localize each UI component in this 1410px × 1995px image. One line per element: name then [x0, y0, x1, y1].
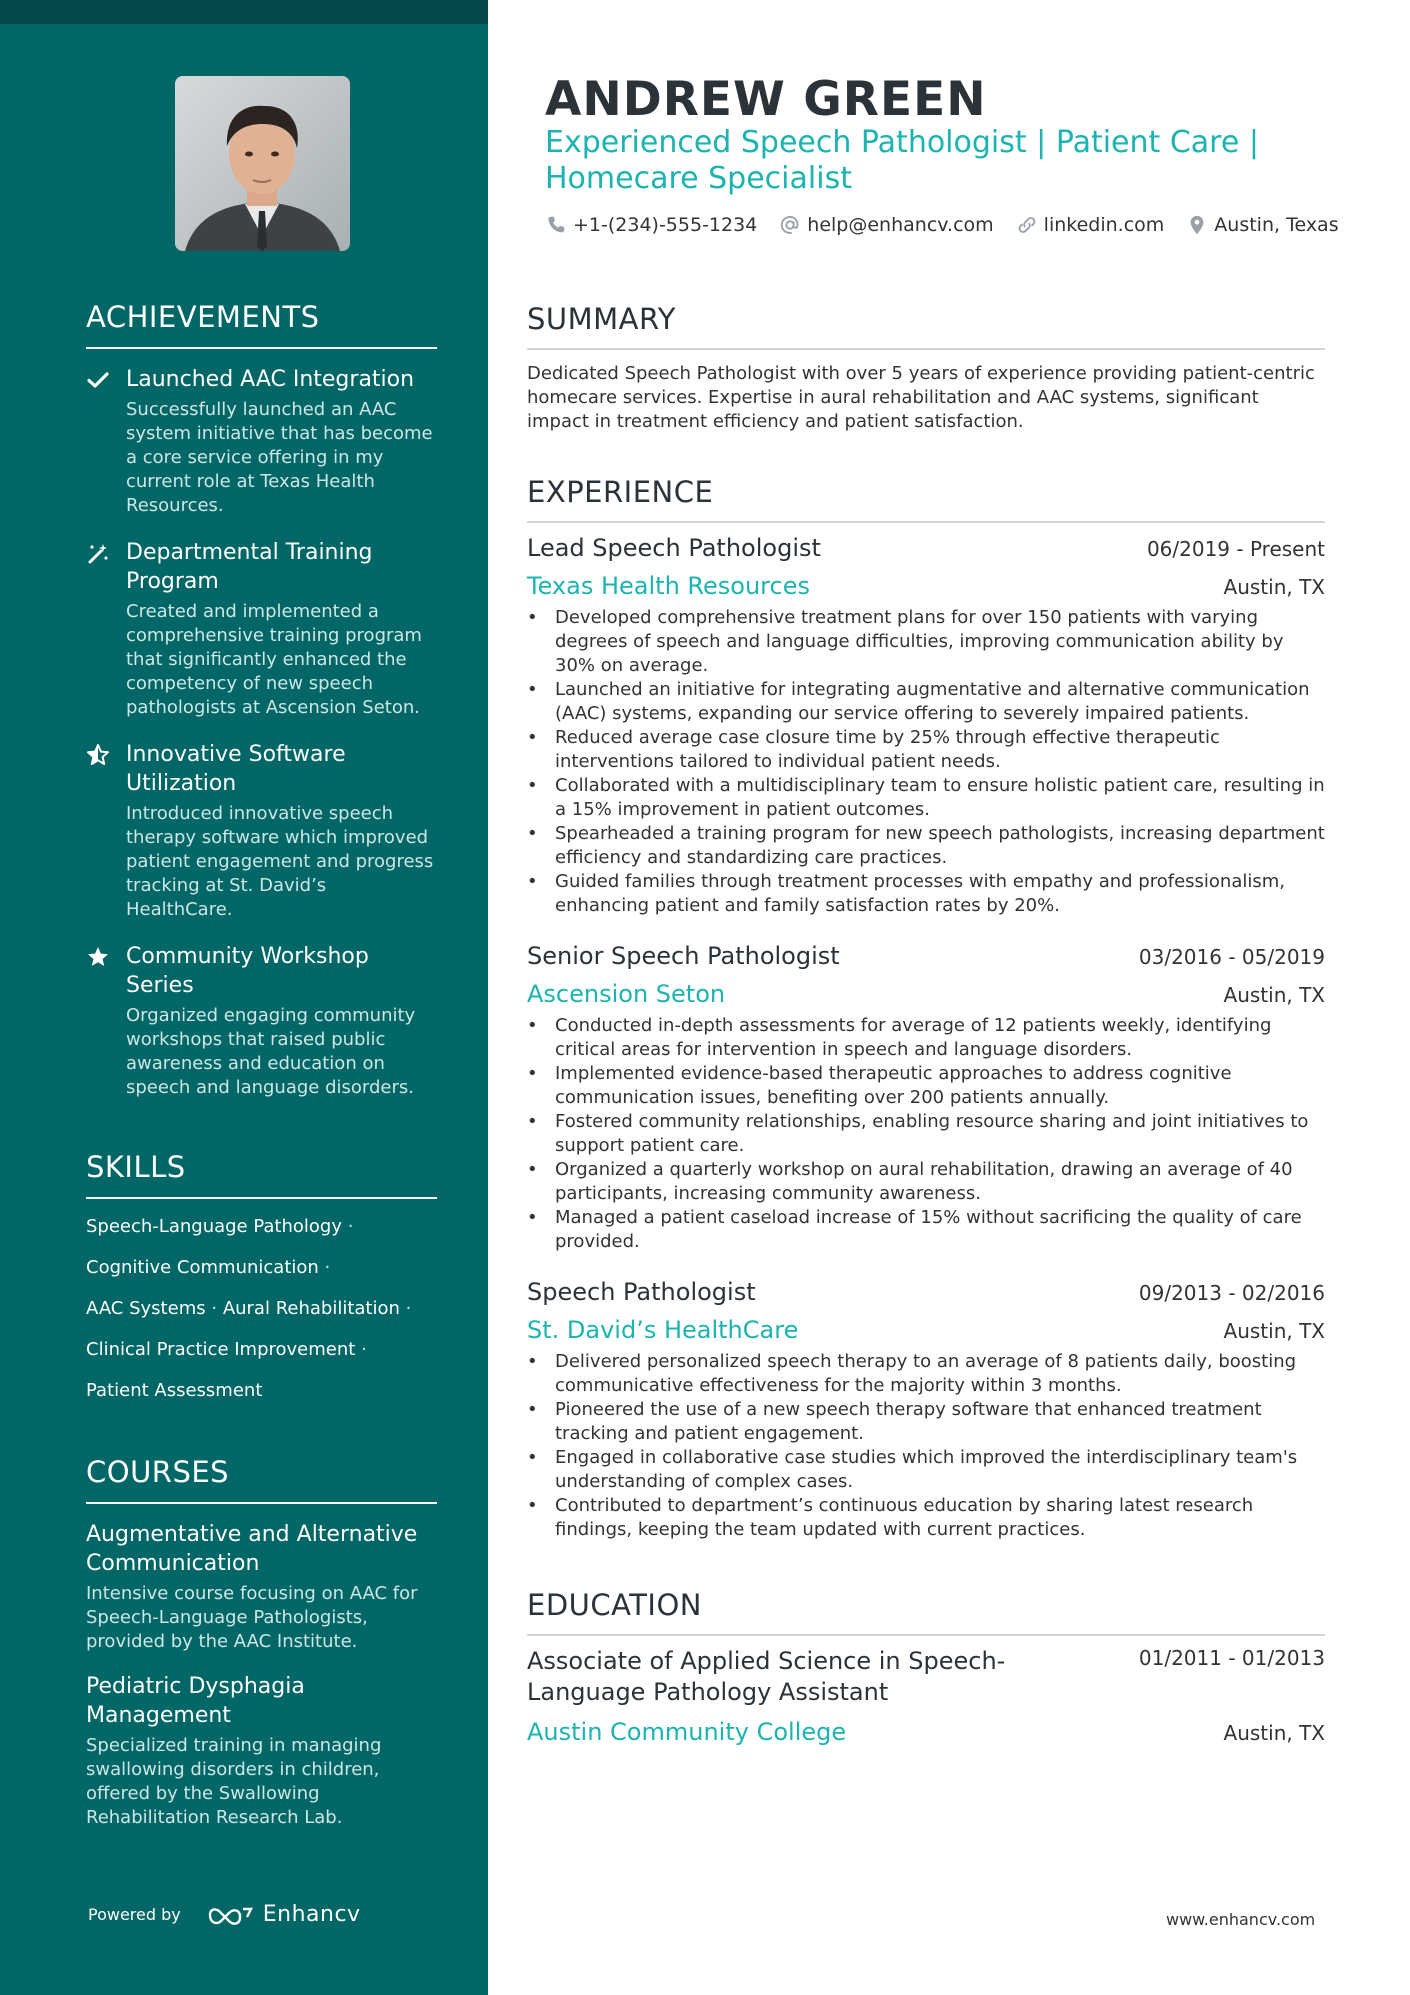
half-star-icon — [86, 743, 110, 767]
job-bullet: • Guided families through treatment processes with empathy and professionalism, enhancing patient and family satisfaction rates by 20%. — [527, 870, 1325, 918]
achievement-title: Innovative Software Utilization — [126, 742, 346, 796]
job-bullets — [527, 1014, 1325, 1254]
enhancv-logo-icon — [207, 1903, 253, 1927]
checkmark-icon — [86, 368, 110, 392]
skills-section — [86, 1150, 437, 1420]
course-desc: Specialized training in managing swallowing disorders in children, offered by the Swallowing Rehabilitation Research Lab. — [86, 1735, 382, 1828]
contact-location — [1186, 214, 1338, 236]
skill-separator: · — [211, 1298, 218, 1319]
job-bullet: • Implemented evidence-based therapeutic approaches to address cognitive communication issues, benefiting over 200 patients annually. — [527, 1062, 1325, 1110]
skill-item: Patient Assessment — [86, 1380, 263, 1401]
achievement-item — [86, 365, 437, 518]
powered-by-label: Powered by — [88, 1905, 181, 1924]
skill-line — [86, 1338, 437, 1362]
contact-linkedin[interactable] — [1016, 214, 1165, 236]
job-dates: 09/2013 - 02/2016 — [1138, 1281, 1325, 1305]
contact-text: linkedin.com — [1043, 214, 1165, 236]
job-bullets — [527, 1350, 1325, 1542]
skill-line — [86, 1297, 437, 1321]
job-company: St. David’s HealthCare — [527, 1316, 799, 1344]
achievement-title: Departmental Training Program — [126, 540, 373, 594]
job-bullet: • Contributed to department’s continuous education by sharing latest research findings, keeping the team updated with current practices. — [527, 1494, 1325, 1542]
skill-line — [86, 1215, 437, 1239]
job-dates: 06/2019 - Present — [1146, 537, 1325, 561]
contact-phone[interactable] — [545, 214, 757, 236]
course-title: Augmentative and Alternative Communication — [86, 1522, 418, 1576]
job-location: Austin, TX — [1223, 983, 1325, 1007]
skill-item: Cognitive Communication — [86, 1257, 319, 1278]
skill-item: Clinical Practice Improvement — [86, 1339, 356, 1360]
achievement-desc: Created and implemented a comprehensive training program that significantly enhanced the competency of new speech pathologists at Ascension Seton. — [126, 601, 422, 718]
achievement-desc: Organized engaging community workshops that raised public awareness and education on speech and language disorders. — [126, 1005, 416, 1098]
skill-item: AAC Systems — [86, 1298, 206, 1319]
contact-text: help@enhancv.com — [807, 214, 994, 236]
job-bullet: • Developed comprehensive treatment plans for over 150 patients with varying degrees of speech and language difficulties, improving communication ability by 30% on average. — [527, 606, 1325, 678]
achievement-item — [86, 740, 437, 922]
magic-wand-icon — [86, 541, 110, 565]
portrait-image — [175, 76, 350, 251]
footer-url[interactable]: www.enhancv.com — [1166, 1910, 1316, 1929]
job-bullets — [527, 606, 1325, 918]
job-company: Ascension Seton — [527, 980, 726, 1008]
degree-title: Associate of Applied Science in Speech-Language Pathology Assistant — [527, 1647, 1006, 1706]
summary-text: Dedicated Speech Pathologist with over 5 years of experience providing patient-centric homecare services. Expertise in aural rehabilitation and AAC systems, significant impact in treatment efficiency and patient satisfaction. — [527, 363, 1315, 432]
job-bullet: • Launched an initiative for integrating augmentative and alternative communication (AAC) systems, expanding our service offering to severely impaired patients. — [527, 678, 1325, 726]
achievement-desc: Successfully launched an AAC system initiative that has become a core service offering in my current role at Texas Health Resources. — [126, 399, 433, 516]
skill-item: Aural Rehabilitation — [222, 1298, 400, 1319]
school-location: Austin, TX — [1223, 1721, 1325, 1745]
achievements-section — [86, 300, 437, 1120]
brand-name: Enhancv — [262, 1902, 361, 1927]
summary-heading: SUMMARY — [527, 302, 1325, 350]
job-title: Lead Speech Pathologist — [527, 534, 821, 562]
job-company: Texas Health Resources — [527, 572, 810, 600]
job-location: Austin, TX — [1223, 1319, 1325, 1343]
skill-separator: · — [324, 1257, 331, 1278]
sidebar-top-bar — [0, 0, 488, 24]
job-title: Senior Speech Pathologist — [527, 942, 840, 970]
achievement-desc: Introduced innovative speech therapy software which improved patient engagement and progress tracking at St. David’s HealthCare. — [126, 803, 434, 920]
job-bullet: • Managed a patient caseload increase of 15% without sacrificing the quality of care provided. — [527, 1206, 1325, 1254]
job-entry — [527, 534, 1325, 918]
job-title: Speech Pathologist — [527, 1278, 756, 1306]
courses-heading: COURSES — [86, 1455, 437, 1504]
achievement-item — [86, 942, 437, 1100]
course-item — [86, 1672, 437, 1830]
education-heading: EDUCATION — [527, 1588, 1325, 1636]
job-bullet: • Delivered personalized speech therapy to an average of 8 patients daily, boosting communicative effectiveness for the majority within 3 months. — [527, 1350, 1325, 1398]
job-bullet: • Engaged in collaborative case studies which improved the interdisciplinary team's understanding of complex cases. — [527, 1446, 1325, 1494]
powered-by — [88, 1902, 361, 1927]
education-dates: 01/2011 - 01/2013 — [1138, 1646, 1325, 1670]
course-item — [86, 1520, 437, 1654]
job-bullet: • Spearheaded a training program for new speech pathologists, increasing department efficiency and standardizing care practices. — [527, 822, 1325, 870]
contact-bar — [545, 214, 1361, 236]
job-bullet: • Collaborated with a multidisciplinary team to ensure holistic patient care, resulting in a 15% improvement in patient outcomes. — [527, 774, 1325, 822]
experience-heading: EXPERIENCE — [527, 475, 1325, 523]
job-entry — [527, 1278, 1325, 1542]
school-name: Austin Community College — [527, 1718, 847, 1746]
headline: Experienced Speech Pathologist | Patient Care | Homecare Specialist — [545, 125, 1259, 196]
skills-heading: SKILLS — [86, 1150, 437, 1199]
achievement-item — [86, 538, 437, 720]
link-icon — [1016, 214, 1038, 236]
skill-separator: · — [361, 1339, 367, 1360]
course-desc: Intensive course focusing on AAC for Speech-Language Pathologists, provided by the AAC Institute. — [86, 1583, 418, 1652]
skill-separator: · — [347, 1216, 354, 1237]
sidebar — [0, 0, 488, 1995]
courses-section — [86, 1455, 437, 1848]
job-bullet: • Fostered community relationships, enabling resource sharing and joint initiatives to support patient care. — [527, 1110, 1325, 1158]
location-pin-icon — [1186, 214, 1208, 236]
star-icon — [86, 945, 110, 969]
achievements-heading: ACHIEVEMENTS — [86, 300, 437, 349]
job-bullet: • Conducted in-depth assessments for average of 12 patients weekly, identifying critical areas for intervention in speech and language disorders. — [527, 1014, 1325, 1062]
at-icon — [779, 214, 801, 236]
phone-icon — [545, 214, 567, 236]
achievement-title: Launched AAC Integration — [126, 367, 415, 392]
course-title: Pediatric Dysphagia Management — [86, 1674, 305, 1728]
education-entry — [527, 1646, 1325, 1746]
job-bullet: • Reduced average case closure time by 25% through effective therapeutic interventions tailored to individual patient needs. — [527, 726, 1325, 774]
candidate-name: ANDREW GREEN — [545, 72, 987, 127]
profile-photo — [175, 76, 350, 251]
job-bullet: • Pioneered the use of a new speech therapy software that enhanced treatment tracking and patient engagement. — [527, 1398, 1325, 1446]
job-entry — [527, 942, 1325, 1254]
skill-separator: · — [405, 1298, 412, 1319]
contact-email[interactable] — [779, 214, 993, 236]
achievement-title: Community Workshop Series — [126, 944, 369, 998]
contact-text: +1-(234)-555-1234 — [573, 214, 758, 236]
job-bullet: • Organized a quarterly workshop on aural rehabilitation, drawing an average of 40 participants, increasing community awareness. — [527, 1158, 1325, 1206]
job-dates: 03/2016 - 05/2019 — [1138, 945, 1325, 969]
skill-item: Speech-Language Pathology — [86, 1216, 342, 1237]
skill-line — [86, 1256, 437, 1280]
contact-text: Austin, Texas — [1214, 214, 1339, 236]
job-location: Austin, TX — [1223, 575, 1325, 599]
skill-line — [86, 1379, 437, 1403]
